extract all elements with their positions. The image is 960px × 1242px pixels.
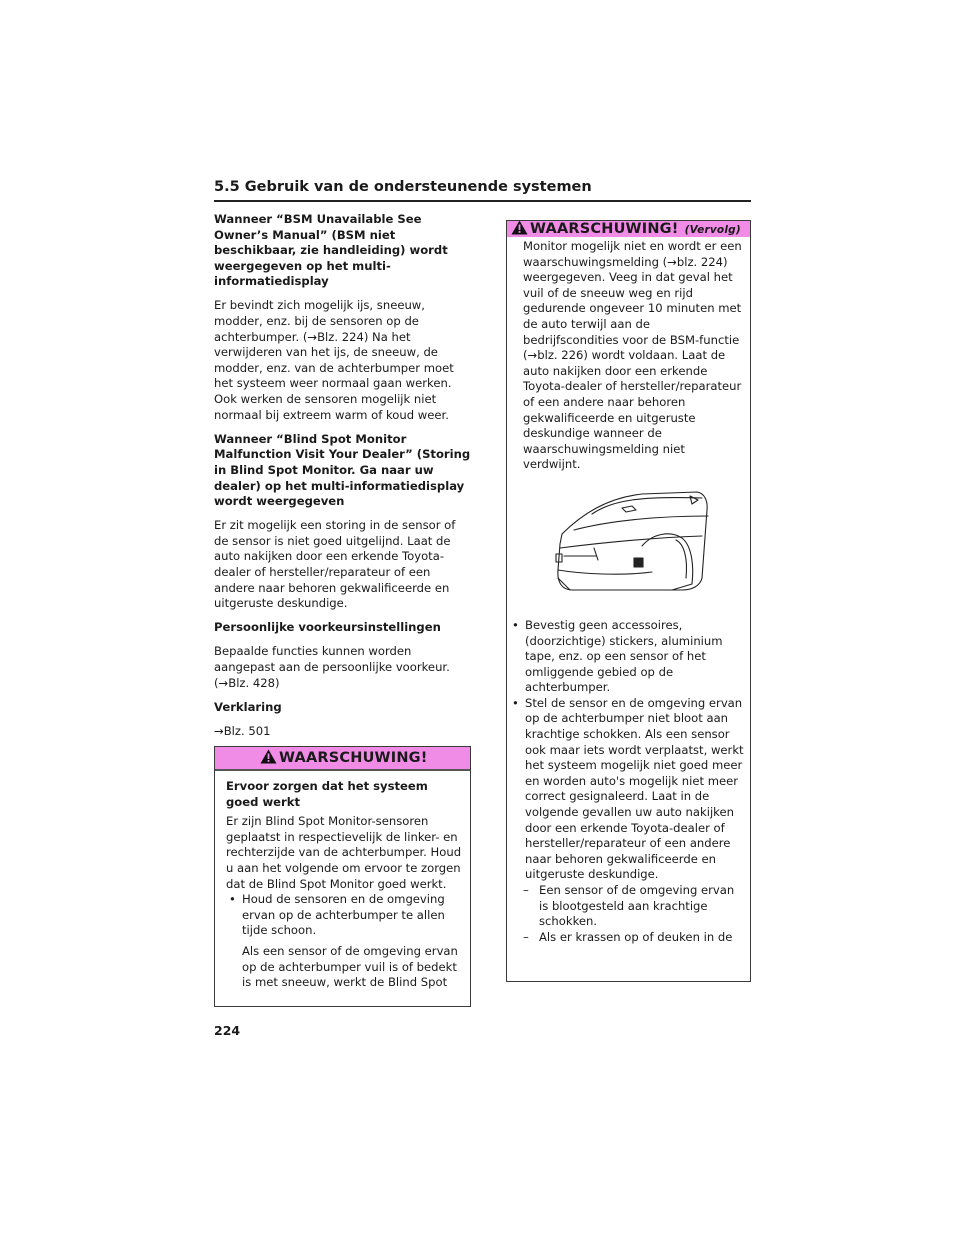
warning-body	[215, 771, 470, 991]
paragraph-bsm-malfunction: Er zit mogelijk een storing in de sensor of de sensor is niet goed uitgelijnd. Laat de auto nakijken door een erkende Toyota-dealer of hersteller/reparateur of een andere naar behoren gekwalificeerde en uitgeruste deskundige.	[214, 518, 456, 611]
warning-intro: Er zijn Blind Spot Monitor-sensoren geplaatst in respectievelijk de linker- en rechterzijde van de achterbumper. Houd u aan het volgende om ervoor te zorgen dat de Blind Spot Monitor goed werkt.	[226, 814, 462, 891]
warning-header	[215, 747, 470, 771]
heading-bsm-unavailable: Wanneer “BSM Unavailable See Owner’s Manual” (BSM niet beschikbaar, zie handleiding) wordt weergegeven op het multi-informatiedisplay	[214, 212, 448, 289]
warning-heading: Ervoor zorgen dat het systeem goed werkt	[226, 779, 428, 809]
paragraph-personal-settings: Bepaalde functies kunnen worden aangepast aan de persoonlijke voorkeur. (→Blz. 428)	[214, 644, 450, 690]
list-item-continuation: Als een sensor of de omgeving ervan op de achterbumper vuil is of bedekt is met sneeuw, werkt de Blind Spot	[242, 943, 458, 990]
section-title: 5.5 Gebruik van de ondersteunende systemen	[214, 179, 592, 195]
warning-triangle-icon	[260, 749, 277, 764]
continued-label: (Vervolg)	[684, 224, 741, 236]
heading-bsm-malfunction: Wanneer “Blind Spot Monitor Malfunction Visit Your Dealer” (Storing in Blind Spot Monitor. Ga naar uw dealer) op het multi-informatiedisplay wordt weergegeven	[214, 431, 471, 509]
heading-explanation: Verklaring	[214, 699, 282, 714]
heading-personal-settings: Persoonlijke voorkeursinstellingen	[214, 620, 441, 635]
header-rule	[214, 200, 751, 202]
list-item: • Stel de sensor en de omgeving ervan op de achterbumper niet bloot aan krachtige schokken. Als een sensor ook maar iets wordt verplaatst, werkt het systeem mogelijk niet goed meer en worden auto's mogelijk niet meer correct gesignaleerd. Laat in de volgende gevallen uw auto nakijken door een erkende Toyota-dealer of hersteller/reparateur of een andere naar behoren gekwalificeerde en uitgeruste deskundige.	[509, 696, 744, 883]
paragraph-explanation: →Blz. 501	[214, 723, 271, 738]
warning-title: WAARSCHUWING!	[530, 221, 679, 237]
list-subitem: – Een sensor of de omgeving ervan is blootgesteld aan krachtige schokken.	[523, 883, 735, 929]
warning-paragraph: Monitor mogelijk niet en wordt er een waarschuwingsmelding (→blz. 224) weergegeven. Veeg in dat geval het vuil of de sneeuw weg en rijd gedurende ongeveer 10 minuten met de auto terwijl aan de bedrijfscondities voor de BSM-functie (→blz. 226) wordt voldaan. Laat de auto nakijken door een erkende Toyota-dealer of hersteller/reparateur of een andere naar behoren gekwalificeerde en uitgeruste deskundige wanneer de waarschuwingsmelding niet verdwijnt.	[523, 239, 742, 472]
car-rear-sensor-illustration	[552, 486, 712, 598]
warning-header	[507, 221, 750, 237]
paragraph-bsm-unavailable: Er bevindt zich mogelijk ijs, sneeuw, modder, enz. bij de sensoren op de achterbumper. (→Blz. 224) Na het verwijderen van het ijs, de sneeuw, de modder, enz. van de achterbumper moet het systeem weer normaal gaan werken. Ook werken de sensoren mogelijk niet normaal bij extreem warm of koud weer.	[214, 298, 454, 422]
list-item: • Houd de sensoren en de omgeving ervan op de achterbumper te allen tijde schoon.	[226, 892, 463, 939]
page-number: 224	[214, 1023, 241, 1038]
left-column	[214, 212, 472, 748]
warning-box	[214, 746, 471, 1007]
warning-triangle-icon	[511, 220, 528, 235]
section-header	[214, 178, 751, 196]
warning-box-continued	[506, 220, 751, 982]
list-subitem: – Als er krassen op of deuken in de	[523, 929, 733, 944]
warning-title: WAARSCHUWING!	[279, 750, 428, 766]
list-item: • Bevestig geen accessoires, (doorzichtige) stickers, aluminium tape, enz. op een sensor of het omliggende gebied op de achterbumper.	[509, 618, 744, 696]
